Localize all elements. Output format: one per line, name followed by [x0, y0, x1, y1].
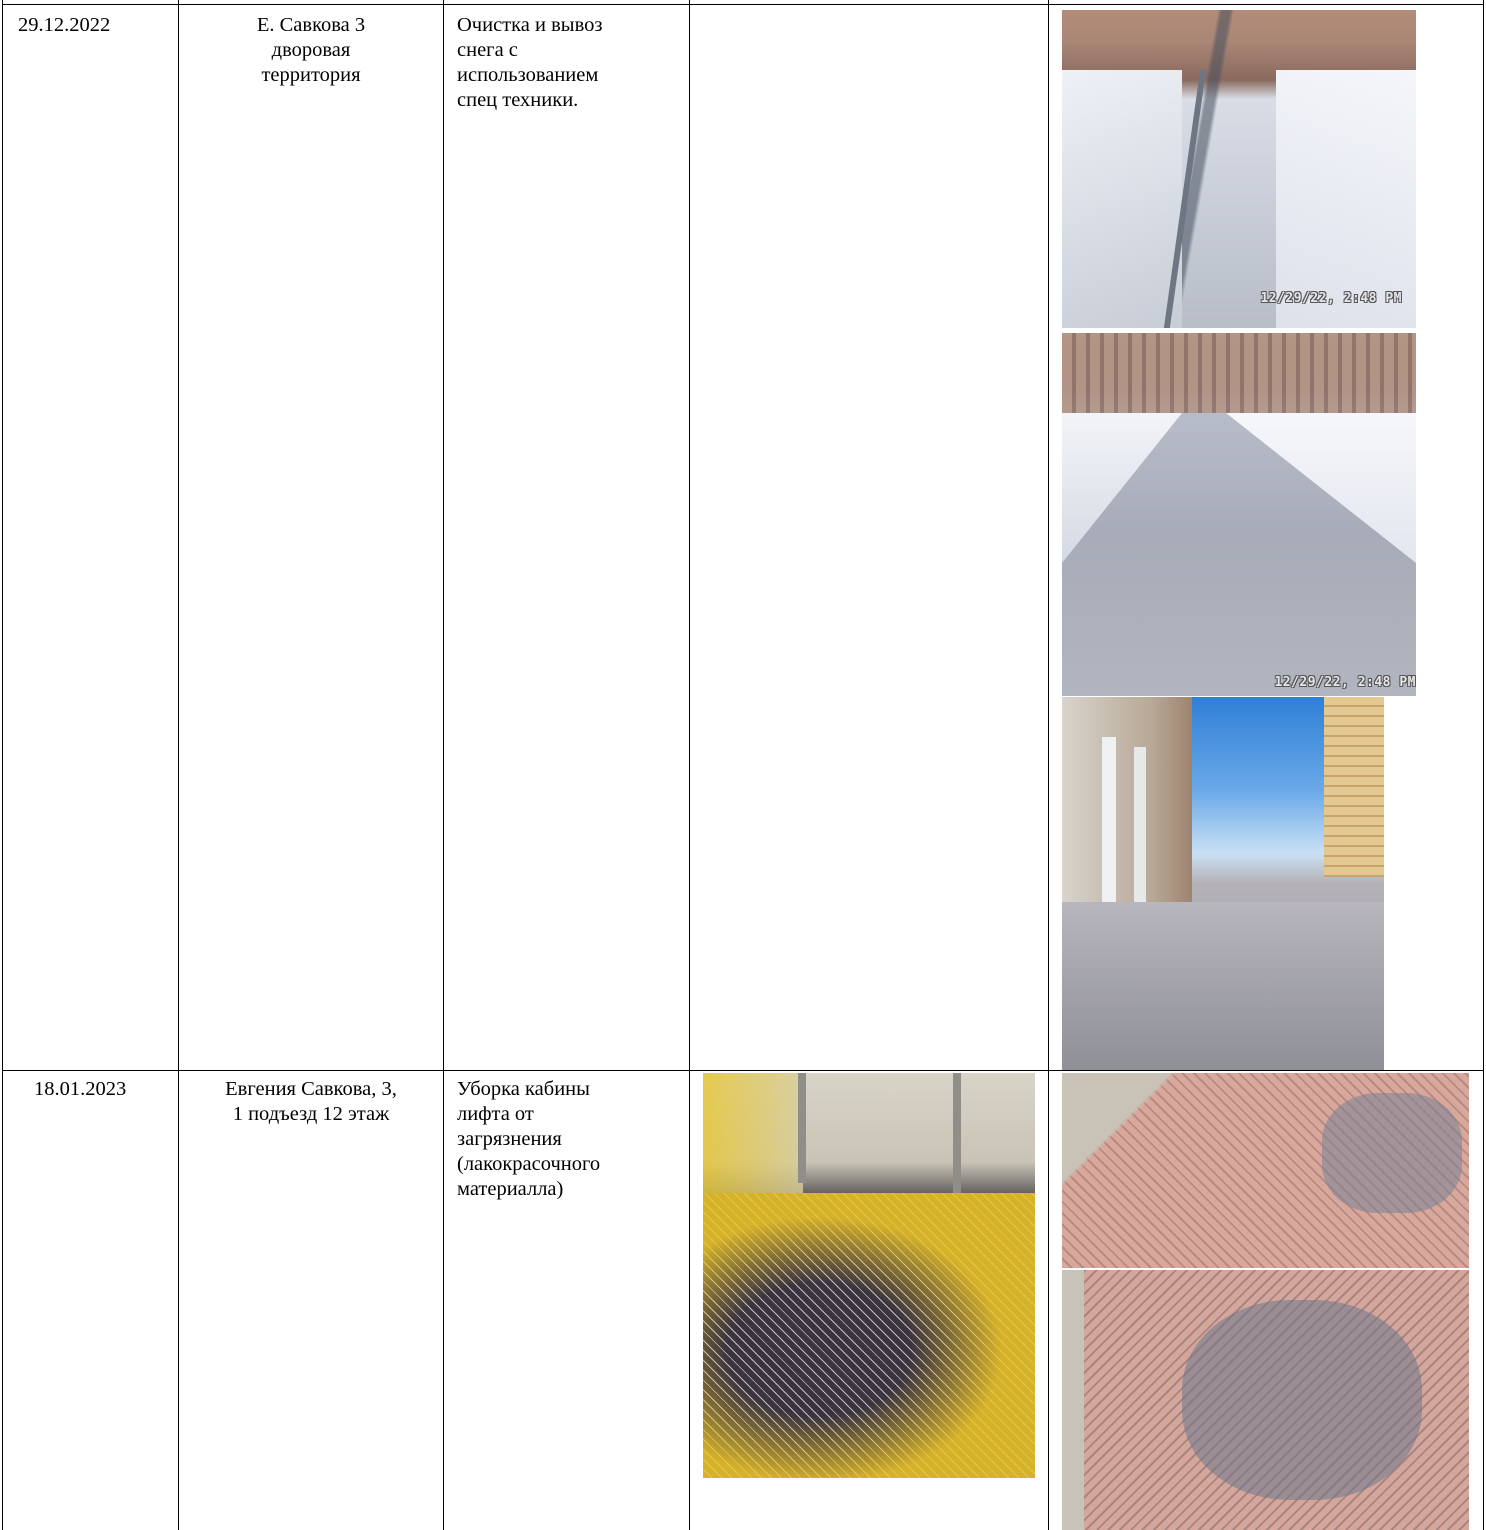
column-divider-1 [178, 0, 179, 1530]
address-line: 1 подъезд 12 этаж [232, 1103, 390, 1125]
address-line: Е. Савкова 3 [256, 14, 366, 36]
work-line: материалла) [457, 1178, 564, 1200]
table-border-left [2, 0, 3, 1530]
table-border-top [2, 4, 1484, 5]
address-line: территория [261, 64, 361, 86]
work-line: лифта от [457, 1103, 534, 1125]
date-text: 18.01.2023 [34, 1078, 127, 1100]
work-line: Уборка кабины [457, 1078, 590, 1100]
address-cell [180, 1077, 442, 1127]
snowy-yard-road-photo [1062, 10, 1416, 328]
work-line: Очистка и вывоз [457, 14, 603, 36]
street-along-building-photo [1062, 697, 1384, 1070]
work-description-cell [457, 1077, 600, 1202]
address-cell [180, 13, 442, 88]
table-border-right [1483, 0, 1484, 1530]
column-divider-3 [689, 0, 690, 1530]
work-line: (лакокрасочного [457, 1153, 601, 1175]
work-line: снега с [457, 39, 518, 61]
date-text: 29.12.2022 [18, 14, 111, 36]
elevator-floor-before-photo [703, 1073, 1035, 1478]
work-description-cell [457, 13, 602, 113]
date-cell [18, 13, 110, 38]
work-line: спец техники. [457, 89, 579, 111]
photo-timestamp: 12/29/22, 2:48 PM [1274, 675, 1416, 690]
elevator-floor-after-photo-top [1062, 1073, 1469, 1268]
elevator-floor-after-photo-bottom [1062, 1270, 1469, 1530]
work-line: загрязнения [457, 1128, 562, 1150]
row-divider [2, 1070, 1484, 1071]
work-line: использованием [457, 64, 599, 86]
column-divider-2 [443, 0, 444, 1530]
address-line: дворовая [271, 39, 351, 61]
address-line: Евгения Савкова, 3, [225, 1078, 397, 1100]
cleared-yard-driveway-photo [1062, 333, 1416, 696]
date-cell [34, 1077, 126, 1102]
photo-timestamp: 12/29/22, 2:48 PM [1260, 291, 1402, 306]
column-divider-4 [1048, 0, 1049, 1530]
